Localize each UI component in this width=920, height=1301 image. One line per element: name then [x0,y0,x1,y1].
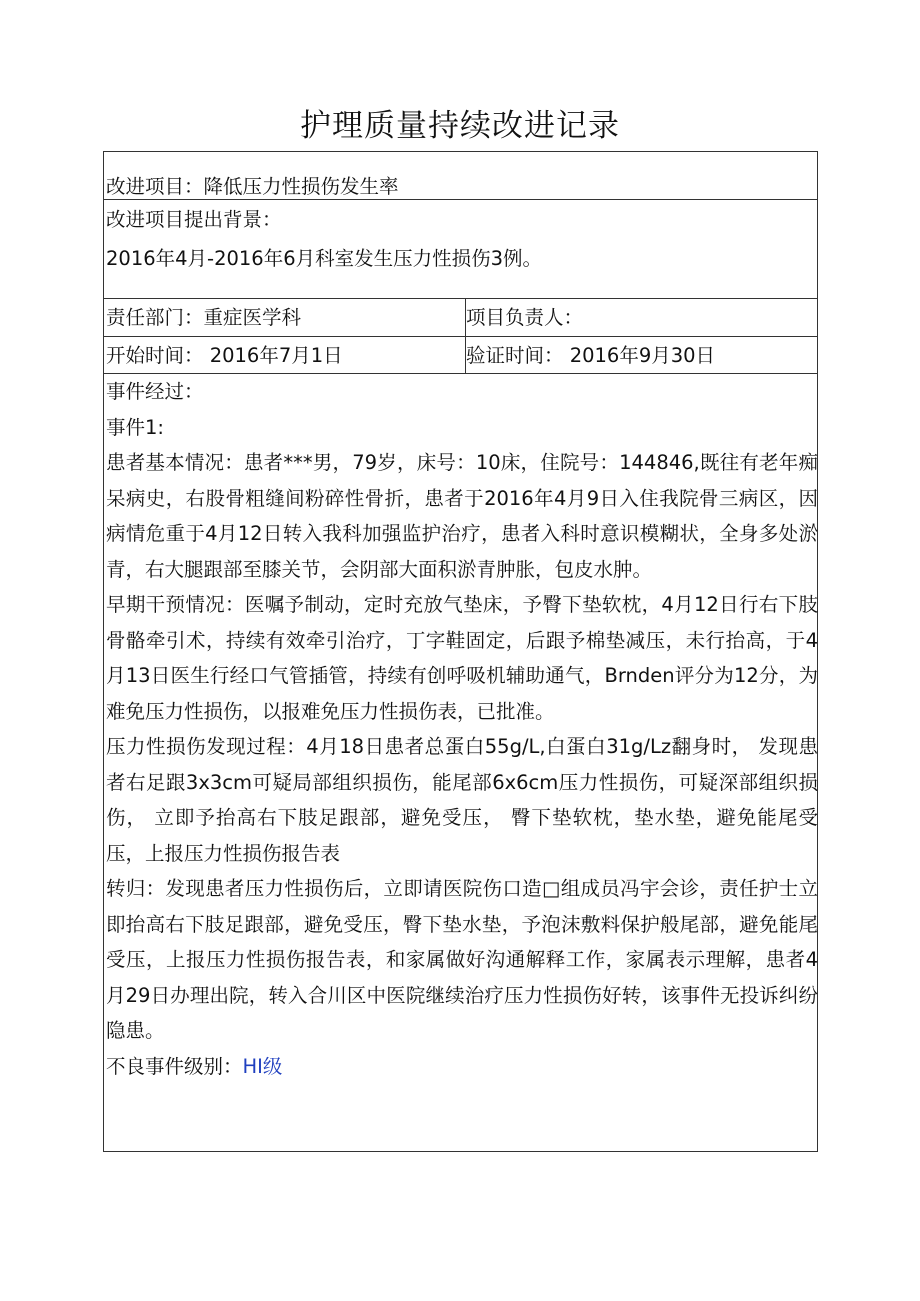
background-row [104,200,817,299]
adverse-level-line [106,1049,818,1085]
document-title: 护理质量持续改进记录 [300,108,620,144]
department-cell [106,299,463,336]
start-time-value: 开始时间： 2016年7月1日 [106,344,343,367]
background-text: 2016年4月-2016年6月科室发生压力性损伤3例。 [106,247,543,270]
discovery-process-paragraph: 压力性损伤发现过程：4月18日患者总蛋白55g/L,白蛋白31g/Lz翻身时， 发现患者右足跟3x3cm可疑局部组织损伤，能尾部6x6cm压力性损伤，可疑深部组织损伤， 立即予抬高右下肢足跟部，避免受压， 臀下垫软枕，垫水垫，避免能尾受压，上报压力性损伤报告表 [106,735,818,865]
department-value: 责任部门：重症医学科 [106,306,302,329]
project-lead-value: 项目负责人： [466,306,584,329]
event-narrative [106,374,818,1084]
outcome-paragraph: 转归：发现患者压力性损伤后，立即请医院伤口造□组成员冯宇会诊，责任护士立即抬高右下肢足跟部，避免受压，臀下垫水垫，予泡沫敷料保护般尾部，避免能尾受压，上报压力性损伤报告表，和家属做好沟通解释工作，家属表示理解，患者4月29日办理出院，转入合川区中医院继续治疗压力性损伤好转，该事件无投诉纠纷隐患。 [106,877,818,1042]
start-time-cell [106,337,463,373]
adverse-level-value: HI级 [242,1054,283,1078]
improvement-item: 改进项目：降低压力性损伤发生率 [106,175,399,198]
patient-info-paragraph: 患者基本情况：患者***男，79岁，床号：10床，住院号：144846,既往有老年痴呆病史，右股骨粗缝间粉碎性骨折，患者于2016年4月9日入住我院骨三病区，因病情危重于4月12日转入我科加强监护治疗，患者入科时意识模糊状，全身多处淤青，右大腿跟部至膝关节，会阴部大面积淤青肿胀，包皮水肿。 [106,451,818,581]
event-process-label: 事件经过： [106,380,204,403]
time-row [104,337,817,374]
record-form [103,151,818,1152]
background-label: 改进项目提出背景： [106,208,282,231]
adverse-level-label: 不良事件级别： [106,1054,243,1078]
early-intervention-paragraph: 早期干预情况：医嘱予制动，定时充放气垫床，予臀下垫软枕，4月12日行右下肢骨骼牵引术，持续有效牵引治疗，丁字鞋固定，后跟予棉垫减压，未行抬高，于4月13日医生行经口气管插管，持续有创呼吸机辅助通气，Brnden评分为12分，为难免压力性损伤，以报难免压力性损伤表，已批准。 [106,593,818,723]
event-1-label: 事件1: [106,415,164,439]
improvement-item-row [104,152,817,200]
verify-time-value: 验证时间： 2016年9月30日 [466,344,716,367]
project-lead-cell [465,299,817,336]
department-row [104,299,817,337]
verify-time-cell [465,337,817,373]
